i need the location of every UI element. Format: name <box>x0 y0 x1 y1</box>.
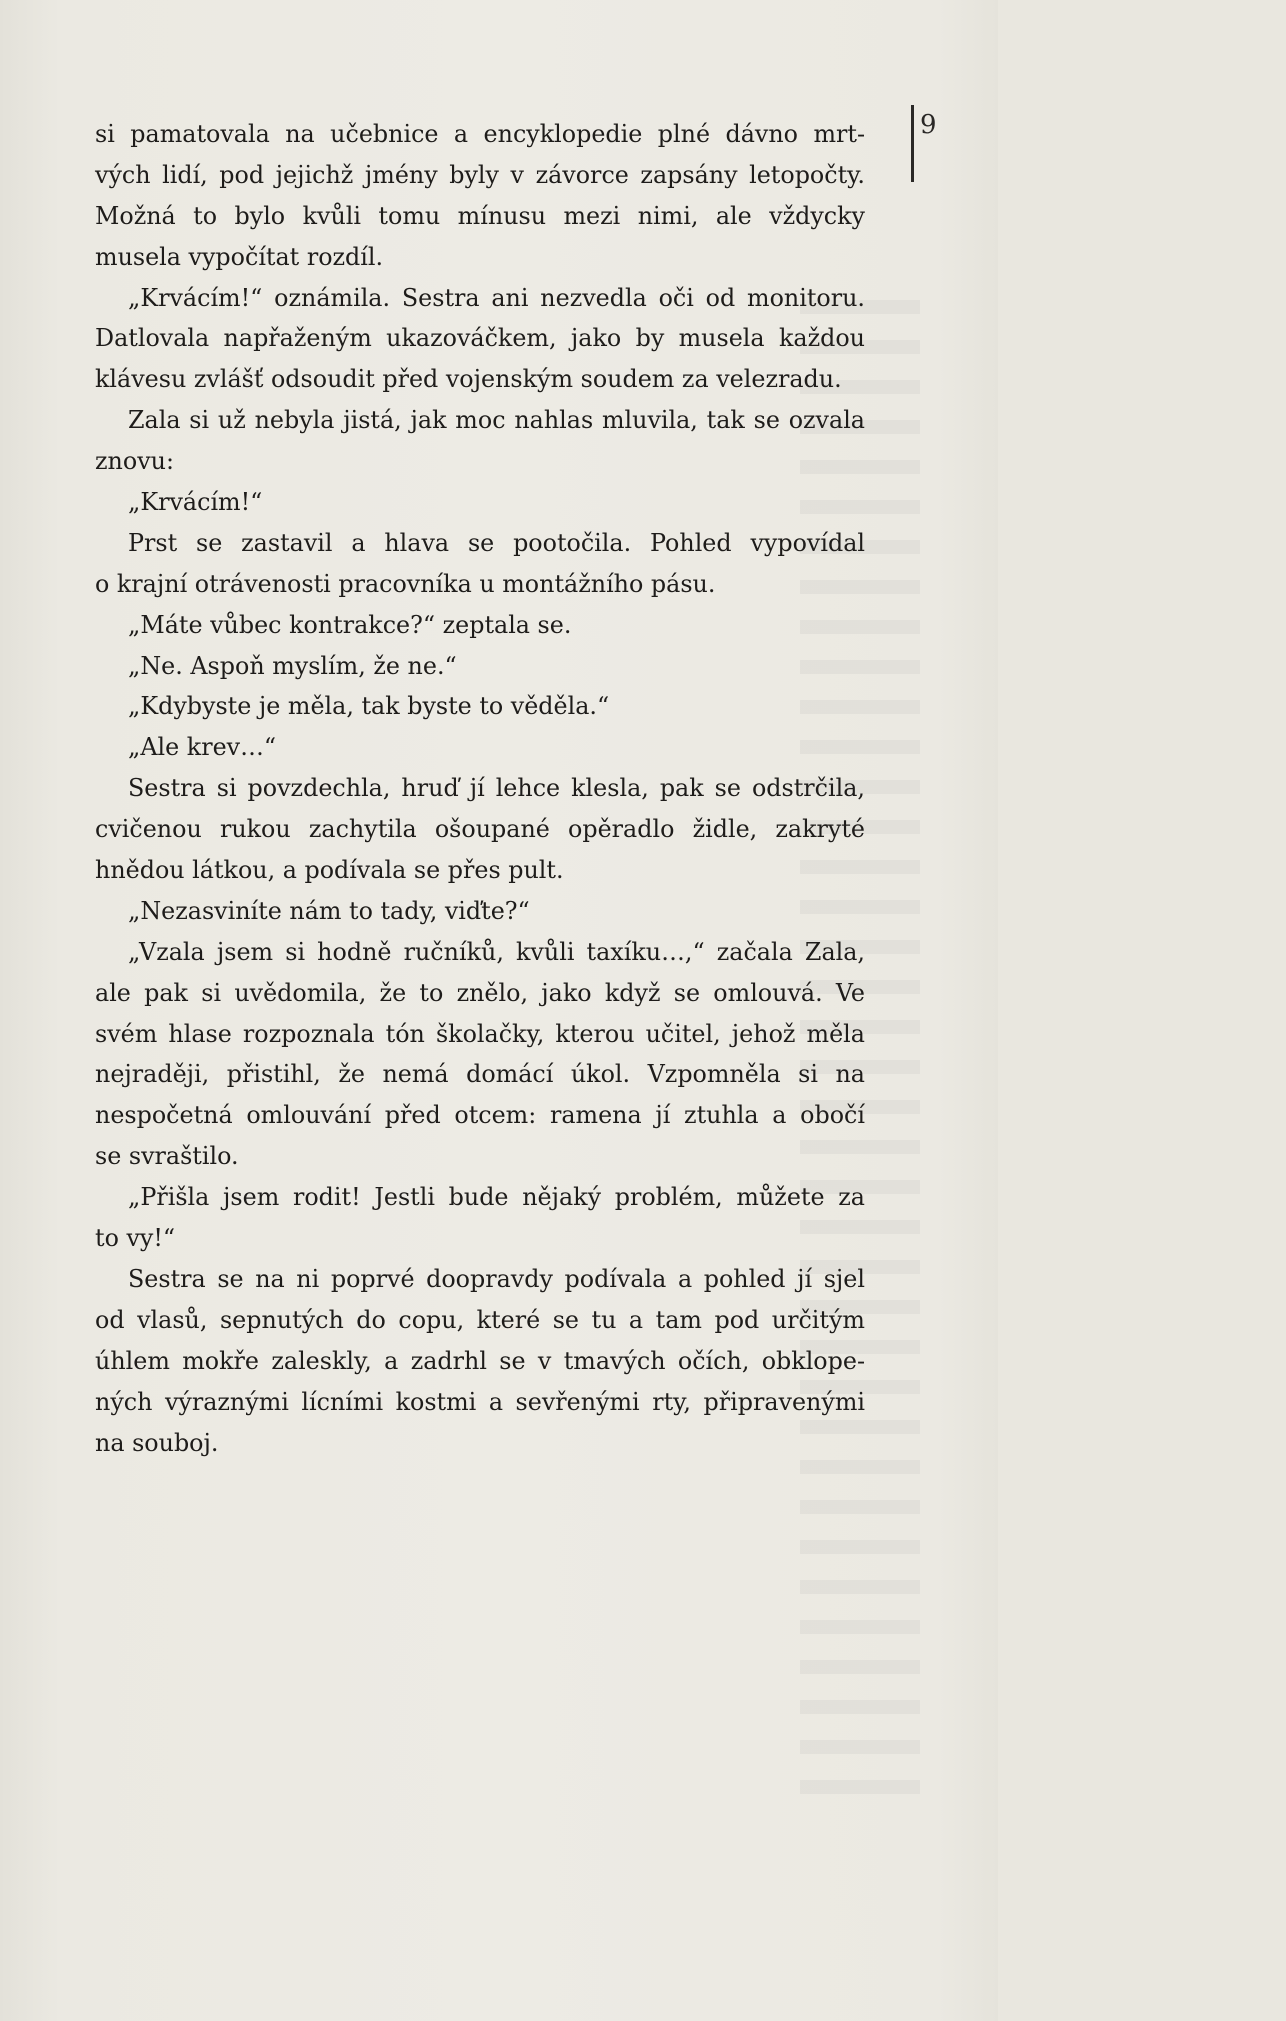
text-line: ale pak si uvědomila, že to znělo, jako když se omlouvá. Ve <box>95 978 865 1007</box>
text-line: musela vypočítat rozdíl. <box>95 242 384 271</box>
text-line: svém hlase rozpoznala tón školačky, kterou učitel, jehož měla <box>95 1019 865 1048</box>
text-line: klávesu zvlášť odsoudit před vojenským soudem za velezradu. <box>95 365 842 394</box>
text-line: „Nezasviníte nám to tady, viďte?“ <box>128 896 530 925</box>
text-line: Prst se zastavil a hlava se pootočila. Pohled vypovídal <box>128 528 865 557</box>
text-line: o krajní otrávenosti pracovníka u montážního pásu. <box>95 569 716 598</box>
text-line: Sestra si povzdechla, hruď jí lehce klesla, pak se odstrčila, <box>128 774 865 803</box>
text-line: „Přišla jsem rodit! Jestli bude nějaký problém, můžete za <box>128 1183 865 1212</box>
text-line: „Vzala jsem si hodně ručníků, kvůli taxíku…,“ začala Zala, <box>128 937 865 966</box>
page-number-rule <box>911 105 914 182</box>
text-line: nespočetná omlouvání před otcem: ramena jí ztuhla a obočí <box>95 1101 865 1130</box>
text-line: ných výraznými lícními kostmi a sevřenými rty, připravenými <box>95 1387 865 1416</box>
text-line: znovu: <box>95 447 174 476</box>
text-line: „Ne. Aspoň myslím, že ne.“ <box>128 651 457 680</box>
text-line: na souboj. <box>95 1428 219 1457</box>
text-line: od vlasů, sepnutých do copu, které se tu a tam pod určitým <box>95 1305 865 1334</box>
text-line: nejraději, přistihl, že nemá domácí úkol. Vzpomněla si na <box>95 1060 865 1089</box>
body-text <box>95 114 865 1463</box>
text-line: Datlovala napřaženým ukazováčkem, jako by musela každou <box>95 324 865 353</box>
text-line: „Kdybyste je měla, tak byste to věděla.“ <box>128 692 610 721</box>
text-line: se svraštilo. <box>95 1142 239 1171</box>
text-line: Zala si už nebyla jistá, jak moc nahlas mluvila, tak se ozvala <box>128 406 865 435</box>
text-line: vých lidí, pod jejichž jmény byly v závorce zapsány letopočty. <box>95 160 865 189</box>
text-line: cvičenou rukou zachytila ošoupané opěradlo židle, zakryté <box>95 815 865 844</box>
text-line: „Máte vůbec kontrakce?“ zeptala se. <box>128 610 572 639</box>
text-line: to vy!“ <box>95 1224 176 1253</box>
text-line: si pamatovala na učebnice a encyklopedie plné dávno mrt- <box>95 120 865 148</box>
text-line: Sestra se na ni poprvé doopravdy podívala a pohled jí sjel <box>128 1264 865 1293</box>
text-line: „Krvácím!“ oznámila. Sestra ani nezvedla oči od monitoru. <box>128 283 865 312</box>
text-line: hnědou látkou, a podívala se přes pult. <box>95 856 564 885</box>
text-line: „Krvácím!“ <box>128 488 263 517</box>
text-line: „Ale krev…“ <box>128 733 277 762</box>
text-line: úhlem mokře zaleskly, a zadrhl se v tmavých očích, obklope- <box>95 1346 865 1375</box>
text-line: Možná to bylo kvůli tomu mínusu mezi nimi, ale vždycky <box>95 201 865 230</box>
page-number: 9 <box>920 110 937 140</box>
